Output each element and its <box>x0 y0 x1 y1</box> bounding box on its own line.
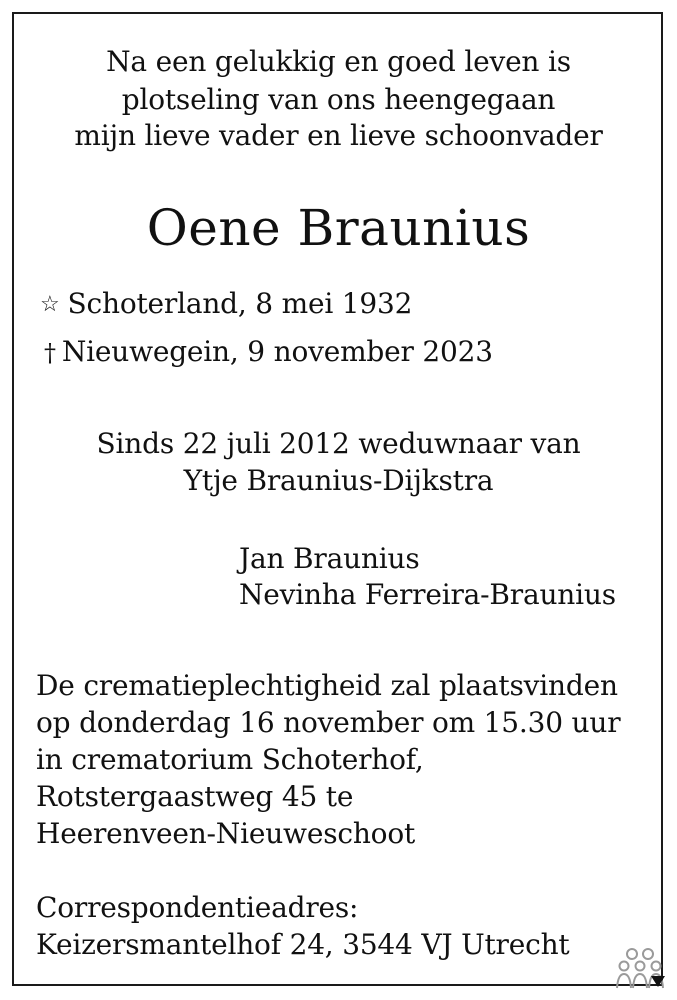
widower-line-2: Ytje Braunius-Dijkstra <box>183 464 494 497</box>
birth-place-date: Schoterland, 8 mei 1932 <box>67 287 413 320</box>
death-line <box>44 334 493 371</box>
ceremony-line-4: Rotstergaastweg 45 te <box>36 780 354 813</box>
birth-line <box>40 286 412 323</box>
correspondence-address: Keizersmantelhof 24, 3544 VJ Utrecht <box>36 928 570 961</box>
correspondence-label: Correspondentieadres: <box>36 891 359 924</box>
intro-line-1: Na een gelukkig en goed leven is <box>106 45 571 78</box>
cross-icon: † <box>44 339 56 367</box>
intro-line-2: plotseling van ons heengegaan <box>121 83 556 116</box>
deceased-name: Oene Braunius <box>146 199 531 257</box>
ceremony-line-3: in crematorium Schoterhof, <box>36 743 424 776</box>
star-icon: ☆ <box>40 292 60 317</box>
widower-line-1: Sinds 22 juli 2012 weduwnaar van <box>96 427 581 460</box>
relative-2: Nevinha Ferreira-Braunius <box>239 578 616 611</box>
ceremony-line-2: op donderdag 16 november om 15.30 uur <box>36 706 621 739</box>
death-place-date: Nieuwegein, 9 november 2023 <box>61 335 493 368</box>
relative-1: Jan Braunius <box>239 542 420 575</box>
ceremony-line-1: De crematieplechtigheid zal plaatsvinden <box>36 669 618 702</box>
triangle-down-icon[interactable] <box>650 974 666 988</box>
ceremony-line-5: Heerenveen-Nieuweschoot <box>36 817 416 850</box>
intro-line-3: mijn lieve vader en lieve schoonvader <box>74 119 603 152</box>
